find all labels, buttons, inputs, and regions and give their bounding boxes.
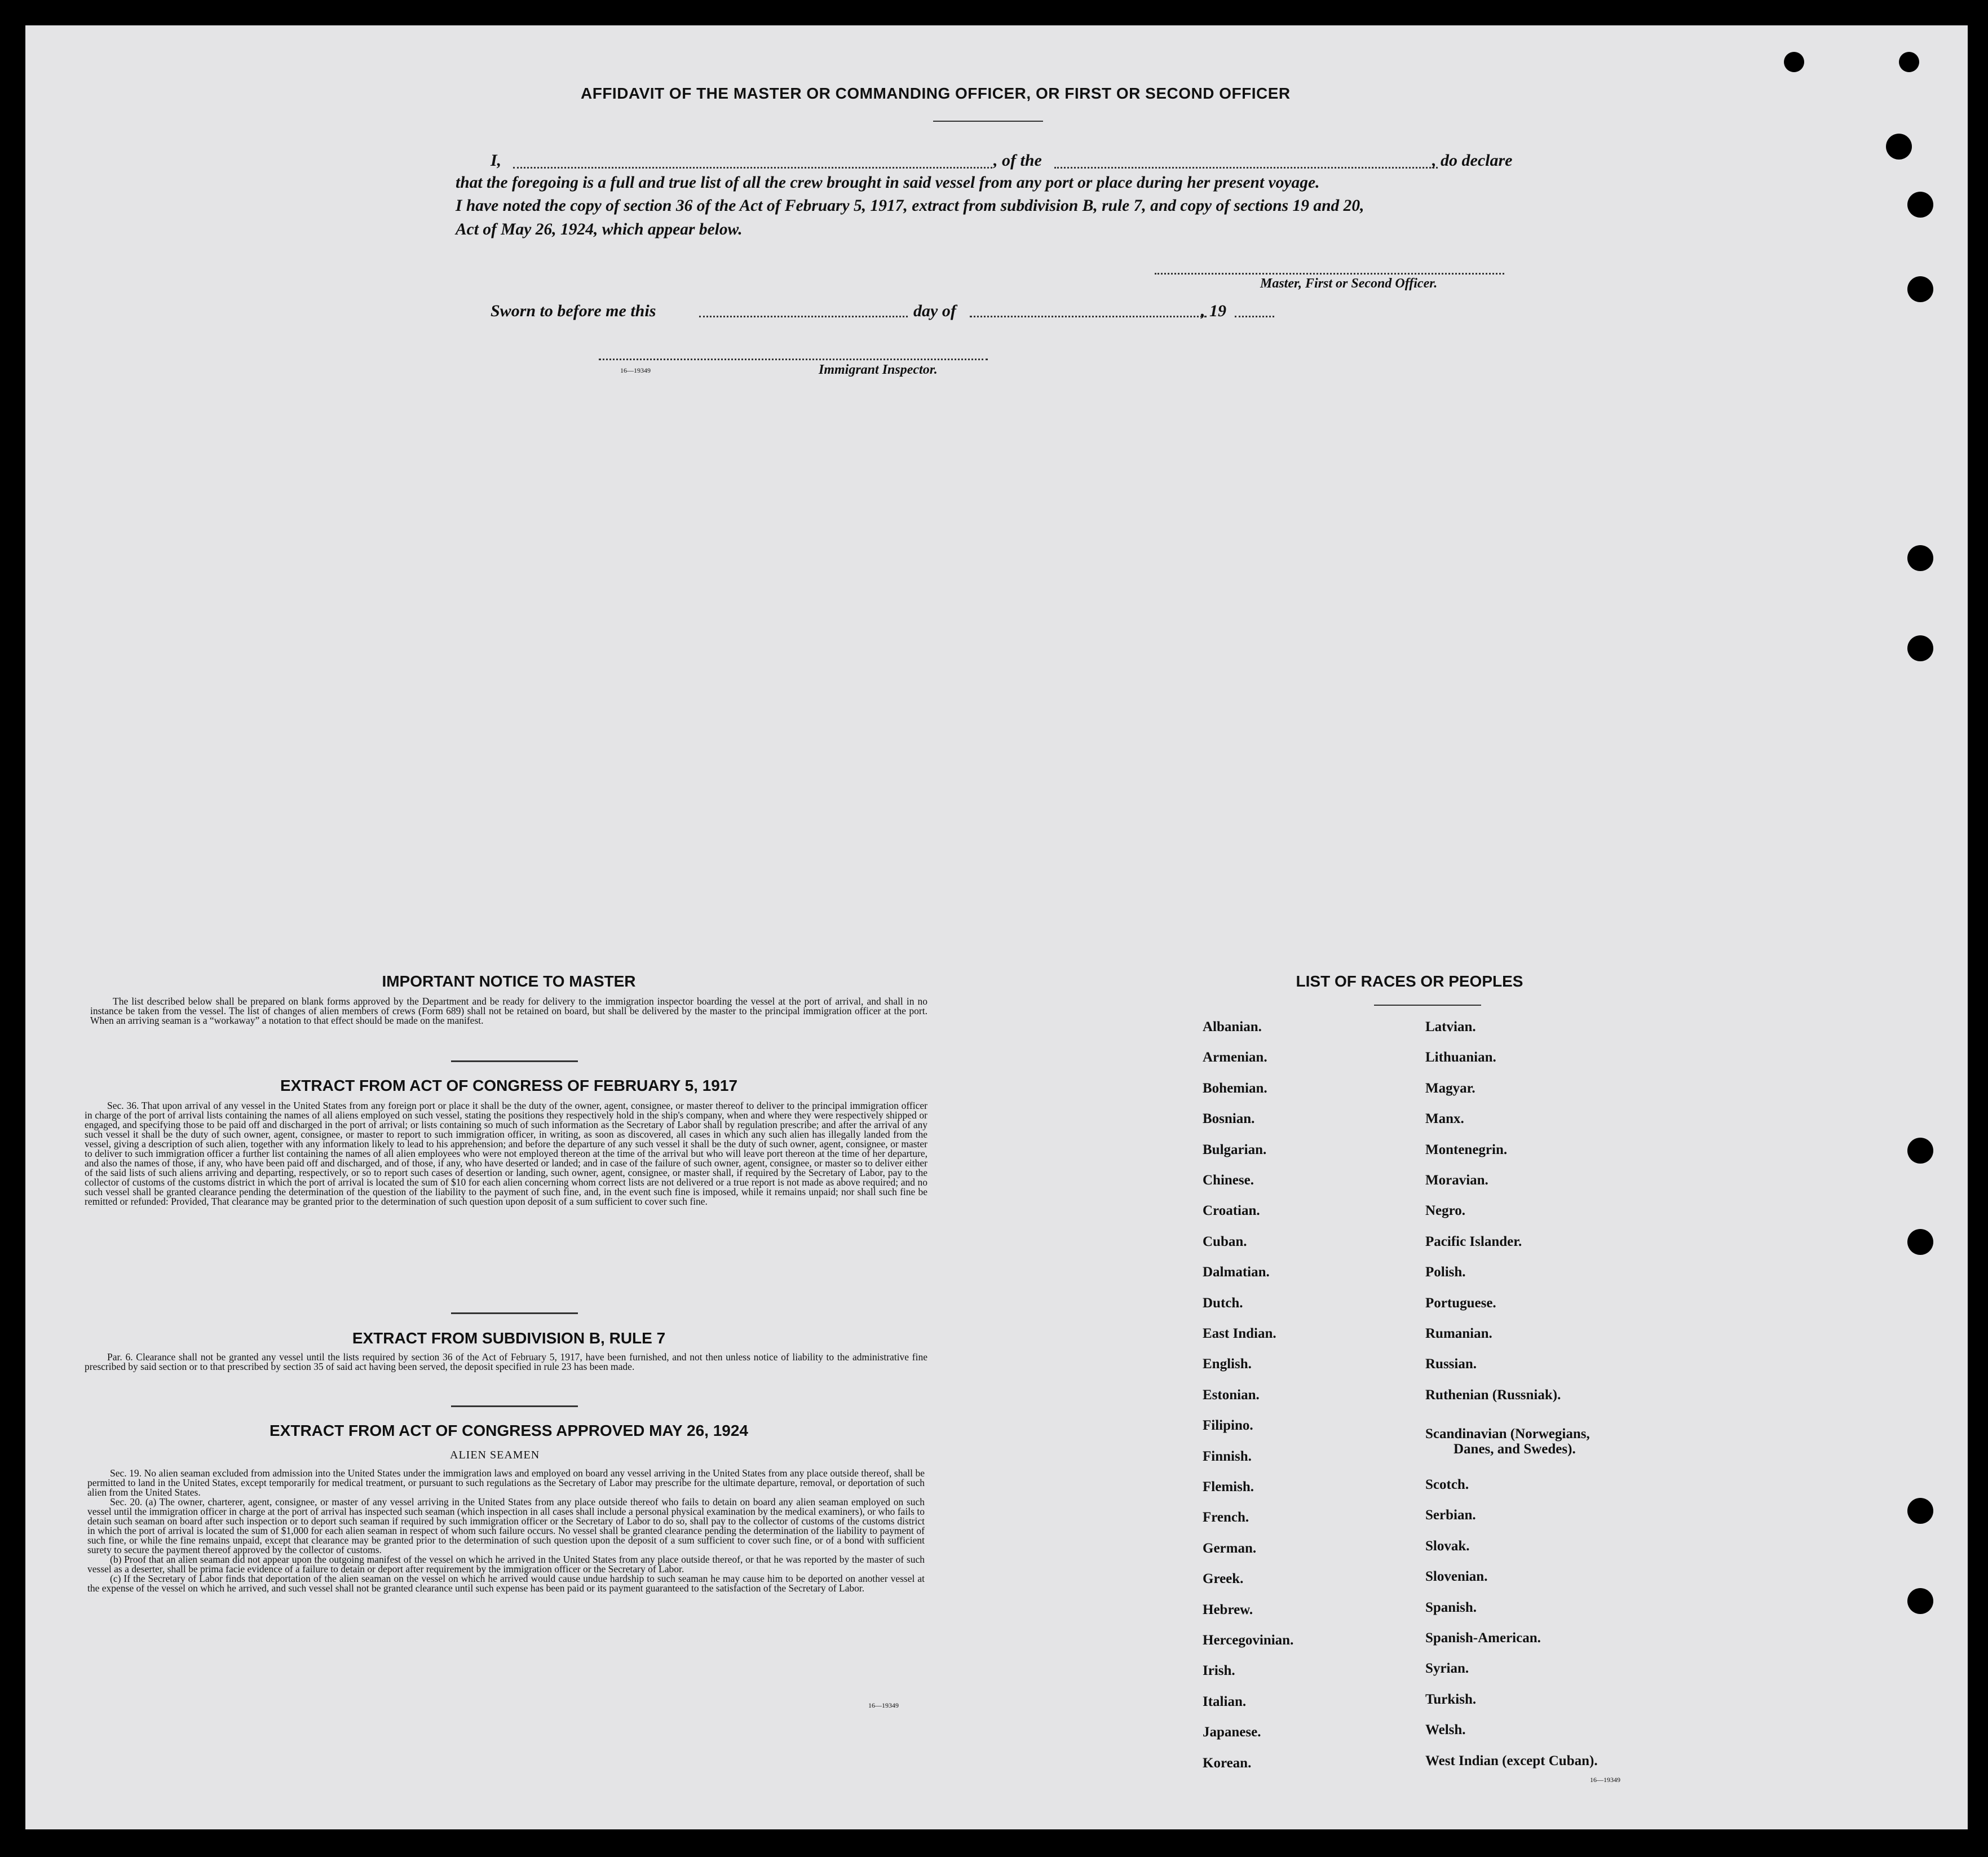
race-item: Bosnian. [1203,1111,1255,1127]
punch-hole [1907,1229,1933,1255]
extract-rule7-text [85,1352,927,1372]
affidavit-i: I, [491,151,502,170]
race-item: Moravian. [1425,1173,1488,1188]
notice-text [90,997,927,1025]
race-item: Syrian. [1425,1661,1469,1677]
extract-1917-text [85,1101,927,1206]
punch-hole [1899,52,1919,72]
extract-1917-title: EXTRACT FROM ACT OF CONGRESS OF FEBRUARY 5, 1917 [280,1077,738,1094]
race-item: Croatian. [1203,1203,1260,1219]
race-item: Pacific Islander. [1425,1233,1522,1249]
alien-seamen-subtitle: ALIEN SEAMEN [450,1449,540,1461]
race-item: Bohemian. [1203,1080,1267,1096]
race-item: Dutch. [1203,1295,1243,1311]
signature-label: Master, First or Second Officer. [1260,276,1438,291]
race-item: Albanian. [1203,1019,1262,1034]
affidavit-of-the: , of the [993,151,1042,170]
race-item: West Indian (except Cuban). [1425,1753,1598,1768]
affidavit-line-4: Act of May 26, 1924, which appear below. [456,220,743,238]
divider [451,1312,578,1314]
punch-hole [1907,192,1933,218]
race-item: Portuguese. [1425,1295,1496,1311]
race-item: Slovenian. [1425,1569,1488,1585]
race-item: Danes, and Swedes). [1454,1442,1576,1457]
races-title: LIST OF RACES OR PEOPLES [1296,972,1523,990]
punch-hole [1907,276,1933,302]
extract-rule7-title: EXTRACT FROM SUBDIVISION B, RULE 7 [352,1329,666,1347]
affidavit-title: AFFIDAVIT OF THE MASTER OR COMMANDING OFFICER, OR FIRST OR SECOND OFFICER [581,85,1291,102]
form-number: 16—19349 [868,1701,899,1709]
sworn-day-field[interactable] [699,316,908,317]
race-item: Latvian. [1425,1019,1476,1034]
race-item: Hebrew. [1203,1602,1253,1617]
race-item: Armenian. [1203,1050,1267,1065]
divider [451,1060,578,1062]
par-6-paragraph: Par. 6. Clearance shall not be granted any vessel until the lists required by section 36 of the Act of February 5, 1917, have been furnished, and not then unless notice of liability to the administrative fine prescribed by said section or to that prescribed by section 35 of said act having been served, the deposit specified in rule 23 has been made. [85,1351,927,1372]
form-number: 16—19349 [620,366,651,374]
race-item: Magyar. [1425,1080,1475,1096]
punch-hole [1907,1588,1933,1614]
race-item: English. [1203,1356,1252,1372]
sec-20a-paragraph: Sec. 20. (a) The owner, charterer, agent, consignee, or master of any vessel arriving in the United States from any place outside thereof who fails to detain on board any alien seaman employed on such vessel until the immigration officer in charge at the port of arrival has inspected such seaman (which inspection in all cases shall include a personal physical examination by the medical examiners), or who fails to detain such seaman on board after such inspection or to deport such seaman if required by such immigration officer or the Secretary of Labor to do so, shall pay to the collector of customs of the customs district in which the port of arrival is located the sum of $1,000 for each alien seaman in respect of whom such failure occurs. No vessel shall be granted clearance pending the determination of the liability to payment of such fine, or while the fine remains unpaid, except that clearance may be granted prior to the determination of such question upon the deposit of a sum sufficient to cover such fine, or of a bond with sufficient surety to secure the payment thereof approved by the collector of customs. [87,1496,925,1555]
race-item: Flemish. [1203,1479,1254,1495]
race-item: Welsh. [1425,1722,1466,1738]
race-item: East Indian. [1203,1326,1276,1341]
notice-title: IMPORTANT NOTICE TO MASTER [382,972,636,990]
race-item: Chinese. [1203,1173,1254,1188]
affidavit-line-3: I have noted the copy of section 36 of the Act of February 5, 1917, extract from subdivision B, rule 7, and copy of sections 19 and 20, [456,197,1364,215]
race-item: Spanish. [1425,1599,1477,1615]
name-field[interactable] [513,167,992,169]
sec-20c-paragraph: (c) If the Secretary of Labor finds that deportation of the alien seaman on the vessel on which he arrived would cause undue hardship to such seaman he may cause him to be deported on another vessel at the expense of the vessel on which he arrived, and such vessel shall not be granted clearance until such expense has been paid or its payment guaranteed to the satisfaction of the Secretary of Labor. [87,1573,925,1594]
form-number: 16—19349 [1590,1776,1620,1784]
vessel-field[interactable] [1054,167,1438,169]
race-item: Estonian. [1203,1387,1260,1403]
race-item: Japanese. [1203,1725,1261,1740]
race-item: Slovak. [1425,1538,1470,1554]
race-item: Ruthenian (Russniak). [1425,1387,1561,1403]
race-item: Finnish. [1203,1448,1252,1464]
sworn-label: Sworn to before me this [491,302,656,320]
race-item: Negro. [1425,1203,1466,1219]
extract-1924-title: EXTRACT FROM ACT OF CONGRESS APPROVED MAY 26, 1924 [270,1422,748,1439]
race-item: French. [1203,1510,1249,1526]
sec-19-paragraph: Sec. 19. No alien seaman excluded from admission into the United States under the immigration laws and employed on board any vessel arriving in the United States from any place outside thereof, shall be permitted to land in the United States, except temporarily for medical treatment, or pursuant to such regulations as the Secretary of Labor may prescribe for the ultimate departure, removal, or deportation of such alien from the United States. [87,1467,925,1498]
race-item: German. [1203,1540,1257,1556]
day-of-label: day of [913,302,956,320]
inspector-signature-line[interactable] [599,359,988,360]
race-item: Manx. [1425,1111,1464,1127]
punch-hole [1907,1138,1933,1164]
divider [451,1405,578,1407]
race-item: Montenegrin. [1425,1142,1508,1157]
punch-hole [1886,134,1912,160]
race-item: Italian. [1203,1694,1247,1709]
punch-hole [1907,635,1933,661]
race-item: Spanish-American. [1425,1630,1541,1646]
sworn-year-field[interactable] [1235,316,1274,317]
punch-hole [1907,1498,1933,1524]
signature-line[interactable] [1155,273,1504,275]
race-item: Irish. [1203,1663,1235,1679]
race-item: Korean. [1203,1755,1252,1771]
race-item: Rumanian. [1425,1326,1492,1341]
year-label: , 19 [1201,302,1226,320]
sworn-month-field[interactable] [970,316,1207,317]
race-item: Scotch. [1425,1477,1469,1492]
race-item: Dalmatian. [1203,1264,1270,1280]
sec-20b-paragraph: (b) Proof that an alien seaman did not appear upon the outgoing manifest of the vessel on which he arrived in the United States from any place outside thereof, or that he was reported by the master of such vessel as a deserter, shall be prima facie evidence of a failure to detain or deport after requirement by the immigration officer or the Secretary of Labor. [87,1554,925,1575]
race-item: Hercegovinian. [1203,1633,1294,1648]
race-item: Cuban. [1203,1233,1247,1249]
extract-1924-text [87,1469,925,1593]
race-item: Polish. [1425,1264,1466,1280]
affidavit-line-2: that the foregoing is a full and true list of all the crew brought in said vessel from any port or place during her present voyage. [456,174,1320,192]
divider [933,121,1043,122]
inspector-label: Immigrant Inspector. [819,362,938,377]
race-item: Scandinavian (Norwegians, [1425,1426,1590,1442]
punch-hole [1784,52,1804,72]
race-item: Filipino. [1203,1418,1253,1434]
punch-hole [1907,545,1933,571]
race-item: Serbian. [1425,1507,1476,1523]
affidavit-declare: , do declare [1432,151,1513,170]
race-item: Russian. [1425,1356,1477,1372]
notice-paragraph: The list described below shall be prepared on blank forms approved by the Department and be ready for delivery to the immigration inspector boarding the vessel at the port of arrival, and shall in no instance be taken from the vessel. The list of changes of alien members of crews (Form 689) shall not be retained on board, but shall be delivered by the master to the principal immigration officer at the port. When an arriving seaman is a “workaway” a notation to that effect should be made on the manifest. [90,996,927,1026]
race-item: Greek. [1203,1571,1244,1587]
sec-36-paragraph: Sec. 36. That upon arrival of any vessel in the United States from any foreign port or place it shall be the duty of the owner, agent, consignee, or master thereof to deliver to the principal immigration officer in charge of the port of arrival lists containing the names of all aliens employed on such vessel, stating the positions they respectively hold in the ship's company, when and where they were respectively shipped or engaged, and specifying those to be paid off and discharged in the port of arrival; or lists containing so much of such information as the Secretary of Labor shall by regulation prescribe; and after the arrival of any such vessel it shall be the duty of such owner, agent, consignee, or master to report to such immigration officer, in writing, as soon as discovered, all cases in which any such alien has illegally landed from the vessel, giving a description of such alien, together with any information likely to lead to his apprehension; and before the departure of any such vessel it shall be the duty of such owner, agent, consignee, or master to deliver to such immigration officer a further list containing the names of all alien employees who were not employed thereon at the time of the arrival but who will leave port thereon at the time of her departure, and also the names of those, if any, who have been paid off and discharged, and of those, if any, who have deserted or landed; and in case of the failure of such owner, agent, consignee, or master so to deliver either of the said lists of such aliens arriving and departing, respectively, or so to report such cases of desertion or landing, such owner, agent, consignee, or master shall, if required by the Secretary of Labor, pay to the collector of customs of the customs district in which the port of arrival is located the sum of $10 for each alien concerning whom correct lists are not delivered or a true report is not made as above required; and no such vessel shall be granted clearance pending the determination of the question of the liability to the payment of such fine, and, in the event such fine is imposed, while it remains unpaid; nor shall such fine be remitted or refunded: Provided, That clearance may be granted prior to the determination of such question upon deposit of a sum sufficient to cover such fine. [85,1100,927,1207]
race-item: Bulgarian. [1203,1142,1267,1157]
divider [1374,1005,1481,1006]
race-item: Turkish. [1425,1691,1477,1707]
race-item: Lithuanian. [1425,1050,1496,1065]
